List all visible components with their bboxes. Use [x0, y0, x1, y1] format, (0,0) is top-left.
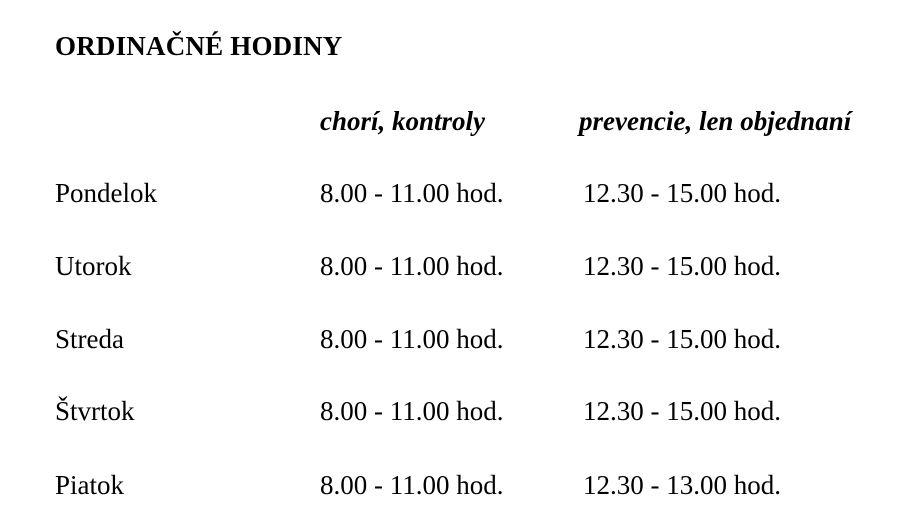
schedule-row — [0, 396, 910, 432]
page-title: ORDINAČNÉ HODINY — [55, 31, 343, 61]
column-header-sick-checkups: chorí, kontroly — [320, 106, 486, 136]
sick-hours: 8.00 - 11.00 hod. — [320, 178, 504, 208]
prevention-hours: 12.30 - 13.00 hod. — [583, 470, 781, 500]
sick-hours: 8.00 - 11.00 hod. — [320, 324, 504, 354]
day-label: Piatok — [55, 470, 125, 500]
day-label: Utorok — [55, 251, 132, 281]
sick-hours: 8.00 - 11.00 hod. — [320, 470, 504, 500]
day-label: Štvrtok — [55, 396, 135, 426]
schedule-row — [0, 324, 910, 360]
day-label: Streda — [55, 324, 124, 354]
day-label: Pondelok — [55, 178, 158, 208]
schedule-row — [0, 178, 910, 214]
schedule-row — [0, 251, 910, 287]
sick-hours: 8.00 - 11.00 hod. — [320, 396, 504, 426]
prevention-hours: 12.30 - 15.00 hod. — [583, 178, 781, 208]
prevention-hours: 12.30 - 15.00 hod. — [583, 251, 781, 281]
sick-hours: 8.00 - 11.00 hod. — [320, 251, 504, 281]
column-header-prevention: prevencie, len objednaní — [579, 106, 852, 136]
prevention-hours: 12.30 - 15.00 hod. — [583, 396, 781, 426]
schedule-row — [0, 470, 910, 506]
prevention-hours: 12.30 - 15.00 hod. — [583, 324, 781, 354]
